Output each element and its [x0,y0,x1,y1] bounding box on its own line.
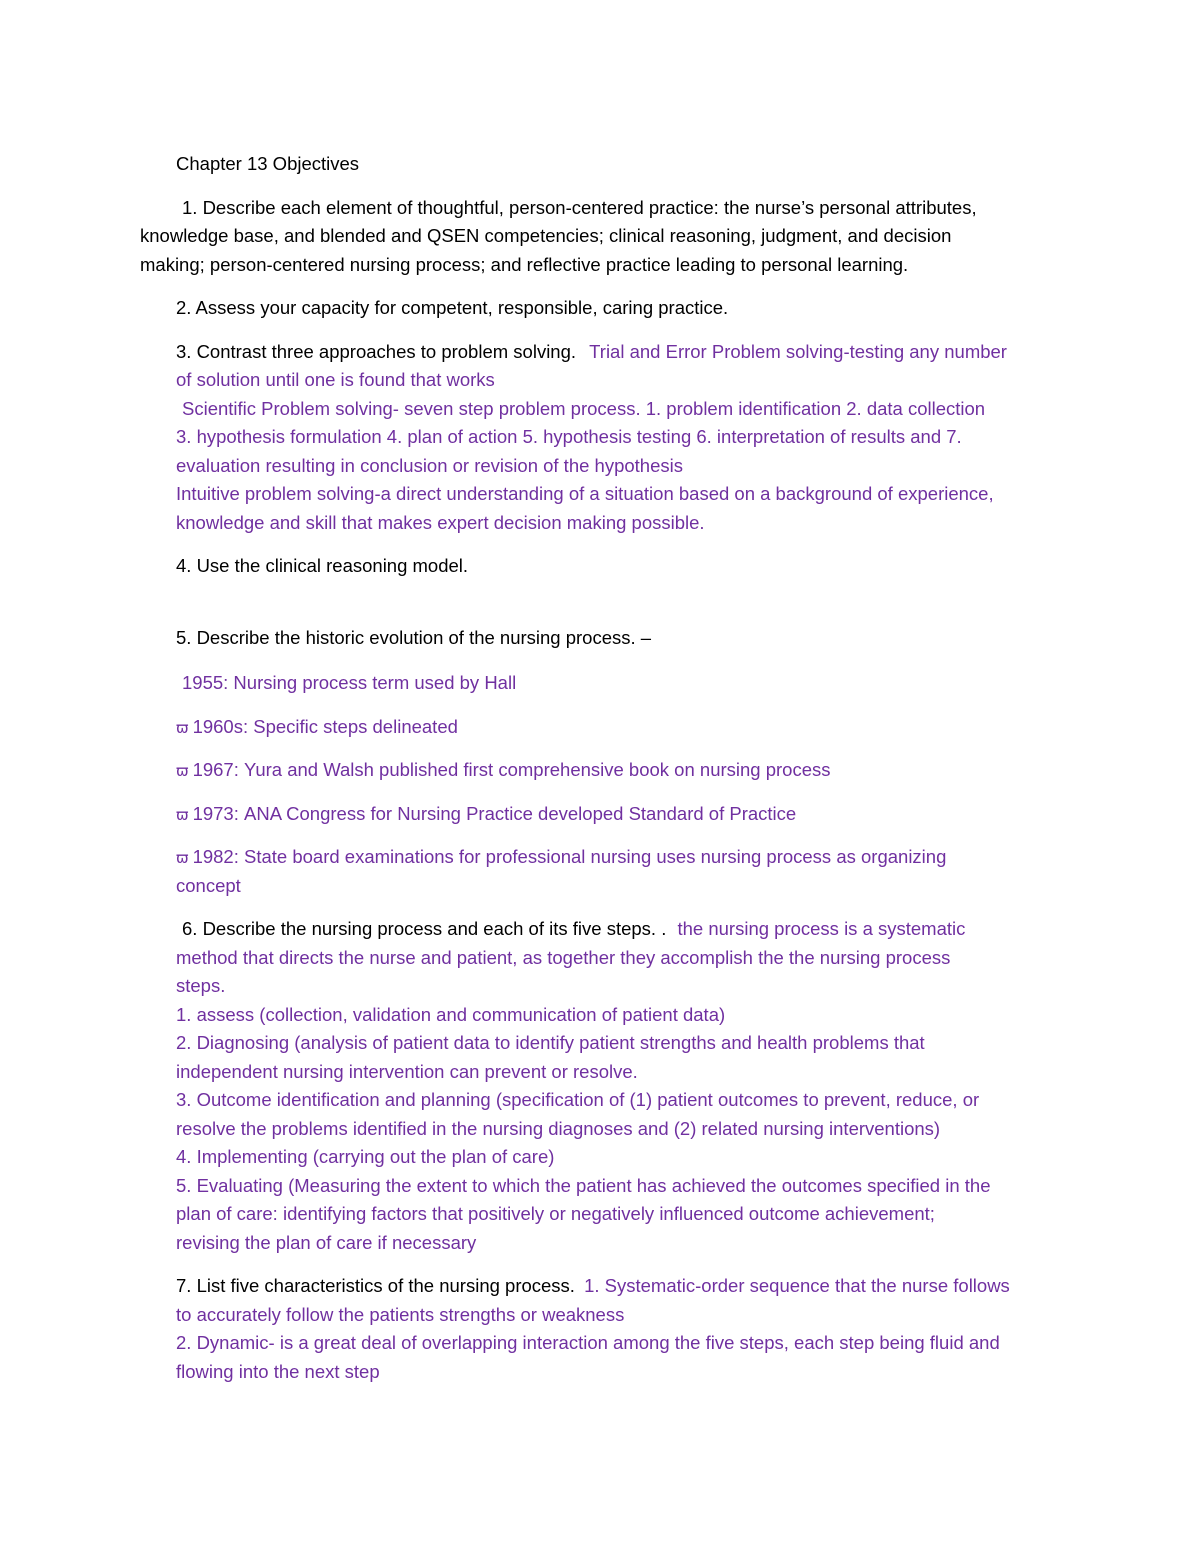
timeline-item [176,669,1066,698]
nursing-step-4: 4. Implementing (carrying out the plan of care) [176,1146,555,1167]
nursing-step-5-cont-2: revising the plan of care if necessary [176,1231,477,1253]
timeline-item [176,756,1066,785]
timeline-item-continuation: concept [176,874,241,896]
objective-3-answer-line-2: of solution until one is found that works [176,369,495,390]
nursing-step-3: 3. Outcome identification and planning (specification of (1) patient outcomes to prevent, reduce, or [176,1089,980,1110]
timeline-item-text: 1967: Yura and Walsh published first comprehensive book on nursing process [192,759,831,780]
nursing-step-5: 5. Evaluating (Measuring the extent to which the patient has achieved the outcomes specified in the [176,1174,991,1196]
timeline-item [176,800,1066,829]
nursing-step-3-cont: resolve the problems identified in the nursing diagnoses and (2) related nursing interventions) [176,1117,941,1139]
nursing-step-2-cont: independent nursing intervention can prevent or resolve. [176,1060,638,1082]
objective-6-answer-line-3: steps. [176,975,226,996]
timeline-item-text: 1973: ANA Congress for Nursing Practice developed Standard of Practice [192,802,797,824]
objective-3-question: 3. Contrast three approaches to problem solving. [176,340,577,362]
timeline-item-text: 1982: State board examinations for professional nursing uses nursing process as organizing [192,846,947,867]
objective-3-answer-line-6: Intuitive problem solving-a direct understanding of a situation based on a background of experience, [176,483,994,504]
objective-3 [176,338,1066,538]
objective-3-answer-line-4: 3. hypothesis formulation 4. plan of action 5. hypothesis testing 6. interpretation of results and 7. [176,426,962,447]
timeline-item-text: 1960s: Specific steps delineated [192,715,458,737]
objective-1 [140,194,1066,280]
objective-3-answer-line-1: Trial and Error Problem solving-testing any number [589,340,1007,362]
objective-3-answer-line-3: Scientific Problem solving- seven step problem process. 1. problem identification 2. data collection [182,397,986,419]
objective-2: 2. Assess your capacity for competent, responsible, caring practice. [176,297,729,318]
timeline-item [176,713,1066,742]
objective-7-answer-line-3: 2. Dynamic- is a great deal of overlapping interaction among the five steps, each step being fluid and [176,1332,1000,1353]
objective-6 [176,915,1066,1257]
objective-7 [176,1272,1066,1386]
objective-7-answer-line-2: to accurately follow the patients strengths or weakness [176,1303,625,1325]
timeline-item [176,843,1066,872]
page-heading: Chapter 13 Objectives [176,153,360,174]
objective-6-answer-line-2: method that directs the nurse and patient, as together they accomplish the the nursing process [176,946,951,968]
nursing-step-1: 1. assess (collection, validation and communication of patient data) [176,1003,726,1025]
nursing-step-2: 2. Diagnosing (analysis of patient data to identify patient strengths and health problems that [176,1032,925,1053]
objective-3-answer-line-7: knowledge and skill that makes expert decision making possible. [176,511,705,533]
objective-6-answer-line-1: the nursing process is a systematic [677,918,966,939]
nursing-step-5-cont: plan of care: identifying factors that positively or negatively influenced outcome achievement; [176,1203,935,1224]
objective-1-line-2: knowledge base, and blended and QSEN competencies; clinical reasoning, judgment, and decision [140,225,952,246]
objective-1-line-3: making; person-centered nursing process; and reflective practice leading to personal learning. [140,253,909,275]
objective-4: 4. Use the clinical reasoning model. [176,555,469,576]
objective-6-question: 6. Describe the nursing process and each of its five steps. . [182,918,667,939]
bullet-icon: ϖ [176,849,189,867]
document-page [140,150,1066,1386]
objective-1-line-1: 1. Describe each element of thoughtful, person-centered practice: the nurse’s personal attributes, [182,196,977,218]
objective-7-question: 7. List five characteristics of the nursing process. [176,1275,575,1296]
objective-7-answer-line-4: flowing into the next step [176,1360,380,1382]
objective-5-question: 5. Describe the historic evolution of the nursing process. – [176,626,652,648]
bullet-icon: ϖ [176,718,189,737]
timeline-item-text: 1955: Nursing process term used by Hall [182,672,517,693]
objective-7-answer-line-1: 1. Systematic-order sequence that the nurse follows [584,1275,1010,1296]
objective-3-answer-line-5: evaluation resulting in conclusion or revision of the hypothesis [176,454,683,476]
objective-5 [176,624,1066,901]
bullet-icon: ϖ [176,762,189,780]
bullet-icon: ϖ [176,805,189,824]
